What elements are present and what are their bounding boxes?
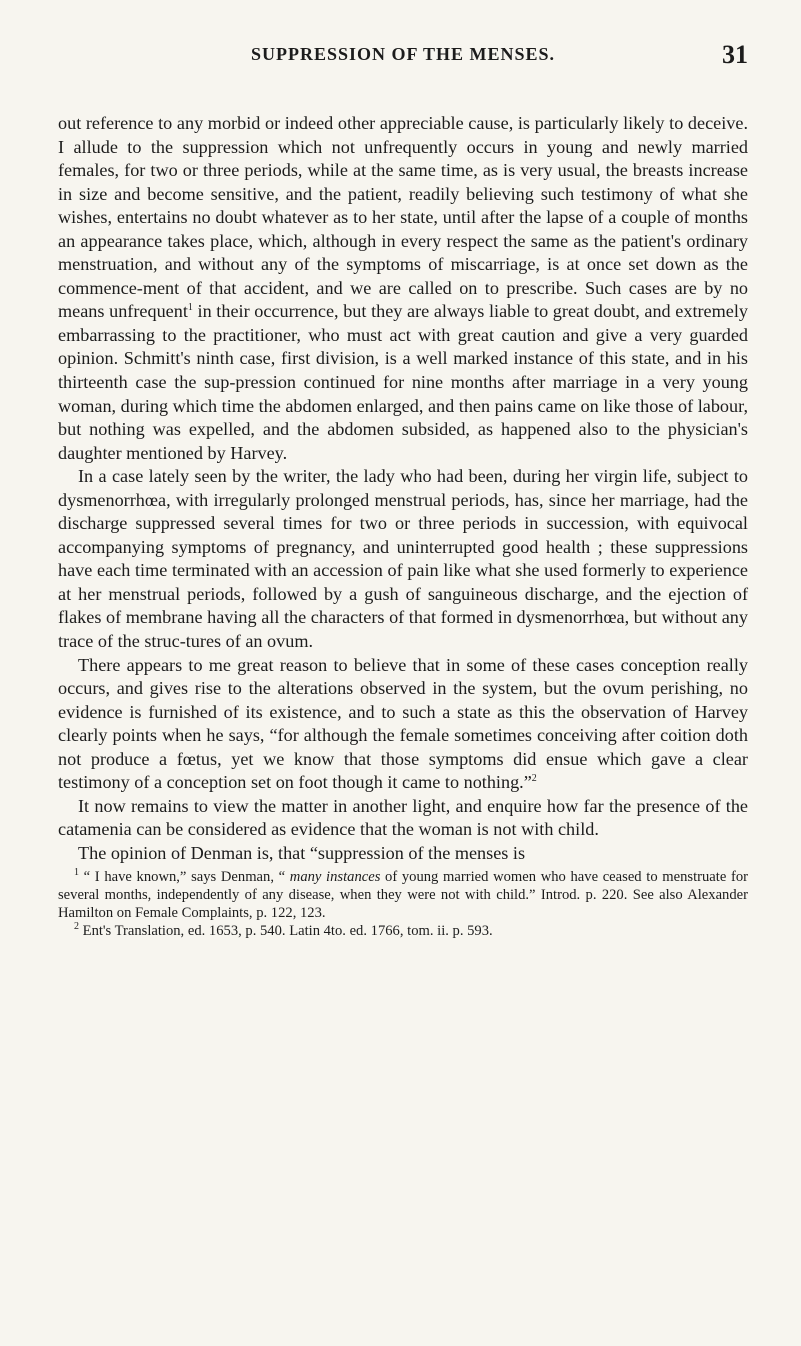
paragraph-text: in their occurrence, but they are always liable to great doubt, and extremely embarrassing to the practitioner, who must act with great caution and give a very guarded opinion. Schmitt's ninth case, first division, is a well marked instance of this state, and in his thirteenth case the sup-pression continued for nine months after marriage in a very young woman, during which time the abdomen enlarged, and then pains came on like those of labour, but nothing was expelled, and the abdomen subsided, as happened also to the physician's daughter mentioned by Harvey. — [58, 301, 748, 463]
paragraph-5: The opinion of Denman is, that “suppression of the menses is — [78, 842, 526, 863]
footnote-ref-1: 1 — [187, 302, 193, 314]
page-header — [58, 40, 748, 84]
paragraph-1 — [58, 112, 748, 465]
footnote-text: of young married women who have ceased to menstruate for several months, independently of any disease, when they were not with child.” Introd. p. 220. See also Alexander Hamilton on Female Complaints, p. 122, 123. — [58, 868, 748, 921]
footnotes — [58, 868, 748, 940]
footnote-mark: 2 — [74, 920, 79, 932]
page-number: 31 — [722, 40, 748, 69]
footnote-mark: 1 — [74, 866, 79, 878]
running-title: SUPPRESSION OF THE MENSES. — [250, 44, 556, 64]
footnote-ref-2: 2 — [531, 773, 537, 785]
book-page — [58, 40, 748, 940]
paragraph-2: In a case lately seen by the writer, the lady who had been, during her virgin life, subject to dysmenorrhœa, with irregularly prolonged menstrual periods, has, since her marriage, had the discharge suppressed several times for two or three periods in succession, with equivocal accompanying symptoms of pregnancy, and uninterrupted good health ; these suppressions have each time terminated with an accession of pain like what she used formerly to experience at her menstrual periods, followed by a gush of sanguineous discharge, and the ejection of flakes of membrane having all the characters of that formed in dysmenorrhœa, but without any trace of the struc-tures of an ovum. — [58, 466, 748, 652]
paragraph-3 — [58, 654, 748, 795]
paragraph-4: It now remains to view the matter in another light, and enquire how far the presence of the catamenia can be considered as evidence that the woman is not with child. — [58, 795, 748, 840]
body-text — [58, 112, 748, 866]
footnote-text: Ent's Translation, ed. 1653, p. 540. Latin 4to. ed. 1766, tom. ii. p. 593. — [79, 922, 493, 939]
paragraph-text: out reference to any morbid or indeed other appreciable cause, is particularly likely to deceive. I allude to the suppression which not unfrequently occurs in young and newly married females, for two or three periods, while at the same time, as is very usual, the breasts increase in size and become sensitive, and the patient, readily believing such testimony of what she wishes, entertains no doubt whatever as to her state, until after the lapse of a couple of months an appearance takes place, which, although in every respect the same as the patient's ordinary menstruation, and without any of the symptoms of miscarriage, is at once set down as the commence-ment of that accident, and we are called on to prescribe. Such cases are by no means unfrequent — [58, 113, 748, 322]
paragraph-text: There appears to me great reason to believe that in some of these cases conception really occurs, and gives rise to the alterations observed in the system, but the ovum perishing, no evidence is furnished of its existence, and to such a state as this the observation of Harvey clearly points when he says, “for although the female sometimes conceiving after coition doth not produce a fœtus, yet we know that those symptoms did ensue which gave a clear testimony of a conception set on foot though it came to nothing.” — [58, 654, 748, 793]
footnote-1 — [58, 868, 748, 922]
footnote-text: “ I have known,” says Denman, “ — [79, 868, 290, 885]
footnote-2 — [58, 922, 748, 940]
footnote-italic-text: many instances — [289, 868, 381, 885]
